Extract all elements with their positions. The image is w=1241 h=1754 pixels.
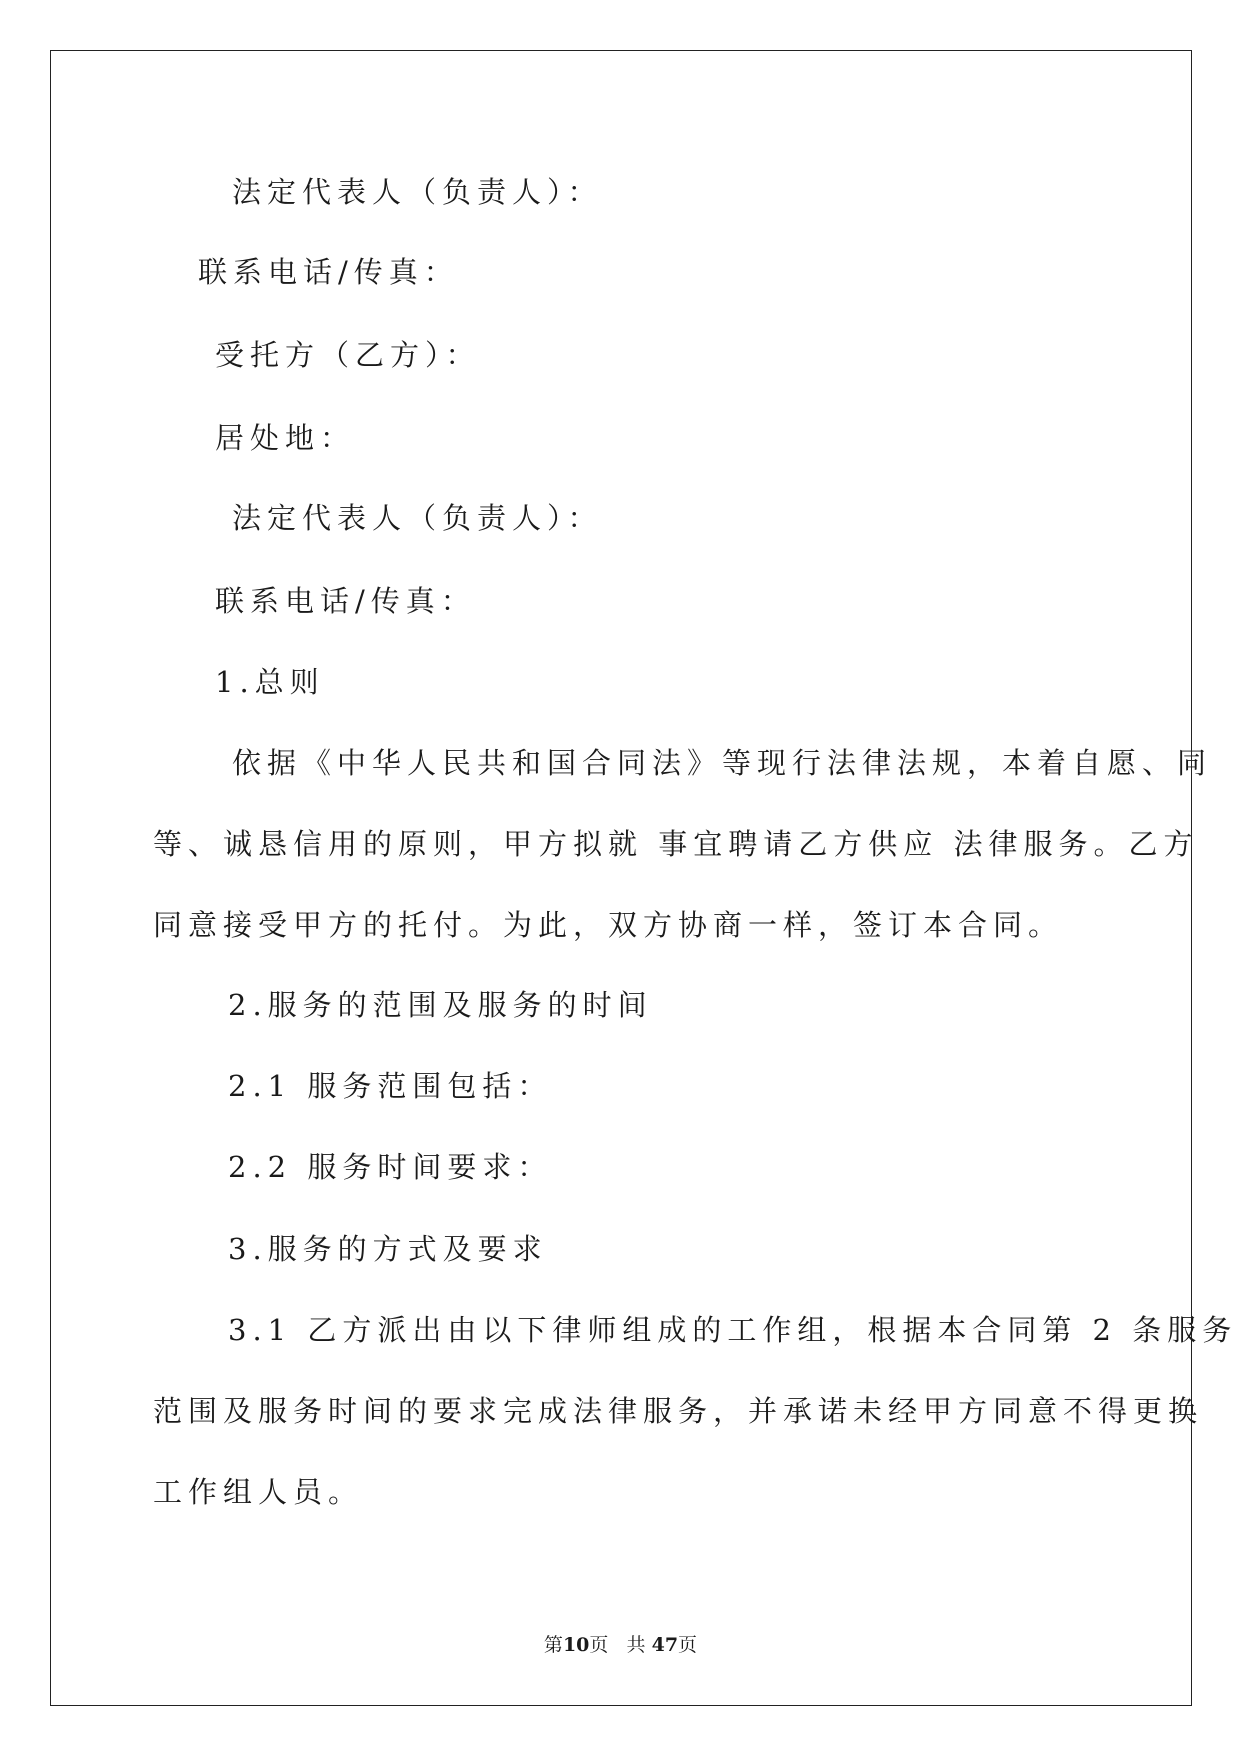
section-2-heading: 2.服务的范围及服务的时间 [228, 988, 653, 1022]
paragraph-1-line-3: 同意接受甲方的托付。为此，双方协商一样，签订本合同。 [153, 908, 1064, 942]
section-2-2: 2.2 服务时间要求： [228, 1150, 553, 1184]
paragraph-1-line-1: 依据《中华人民共和国合同法》等现行法律法规，本着自愿、同 [232, 746, 1213, 780]
paragraph-1-line-2: 等、诚恳信用的原则，甲方拟就 事宜聘请乙方供应 法律服务。乙方 [153, 827, 1199, 861]
footer-page-suffix: 页 [589, 1634, 609, 1656]
phone-fax-line-2: 联系电话/传真： [215, 584, 476, 618]
residence-line: 居处地： [215, 421, 356, 455]
section-3-heading: 3.服务的方式及要求 [228, 1232, 548, 1266]
phone-fax-line-1: 联系电话/传真： [198, 255, 459, 289]
trustee-line: 受托方（乙方）： [215, 338, 481, 372]
page-border [50, 50, 1192, 1706]
footer-page-number: 10 [562, 1634, 590, 1656]
section-2-1: 2.1 服务范围包括： [228, 1069, 553, 1103]
legal-rep-line-1: 法定代表人（负责人）： [232, 175, 603, 209]
section-1-heading: 1.总则 [215, 665, 325, 699]
legal-rep-line-2: 法定代表人（负责人）： [232, 501, 603, 535]
footer-total-pages: 47 [651, 1634, 679, 1656]
footer-total-suffix: 页 [678, 1634, 698, 1656]
section-3-1-line-2: 范围及服务时间的要求完成法律服务，并承诺未经甲方同意不得更换 [153, 1394, 1204, 1428]
section-3-1-line-1: 3.1 乙方派出由以下律师组成的工作组，根据本合同第 2 条服务 [228, 1313, 1238, 1347]
page-footer [0, 1630, 1241, 1657]
section-3-1-line-3: 工作组人员。 [153, 1475, 364, 1509]
footer-page-prefix: 第 [543, 1634, 563, 1656]
footer-total-prefix: 共 [626, 1634, 646, 1656]
